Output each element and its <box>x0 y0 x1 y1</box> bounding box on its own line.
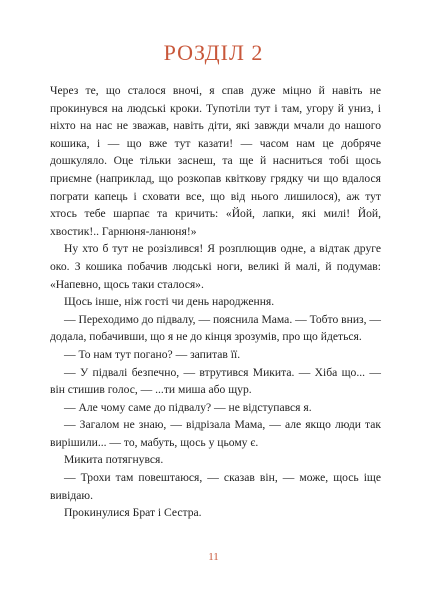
paragraph: Через те, що сталося вночі, я спав дуже міцно й навіть не прокинувся на людські кроки. Тупотіли тут і там, угору й униз, і ніхто на нас не зважав, навіть діти, які завжди мчали до нашого кошика, і — що вже тут казати! — часом нам це добряче дошкуляло. Оце тільки заснеш, та ще й насниться тобі щось приємне (наприклад, що розкопав квіткову грядку чи що вдалося пограти капець і сховати все, що від нього лишилося), аж тут хтось тебе шарпає та кричить: «Йой, лапки, які милі! Йой, хвостик!.. Гарнюня-ланюня!» <box>50 84 381 238</box>
paragraph: — У підвалі безпечно, — втрутився Микита. — Хіба що... — він стишив голос, — ...ти миша або щур. <box>50 365 381 397</box>
paragraph: Ну хто б тут не розізлився! Я розплющив одне, а відтак друге око. З кошика побачив людські ноги, великі й малі, й подумав: «Напевно, щось таки сталося». <box>50 242 381 291</box>
paragraph: — Але чому саме до підвалу? — не відступався я. <box>64 400 312 414</box>
paragraph: — То нам тут погано? — запитав її. <box>64 347 241 361</box>
body-text <box>50 82 381 522</box>
paragraph: Щось інше, ніж гості чи день народження. <box>64 295 275 309</box>
paragraph: — Трохи там повештаюся, — сказав він, — може, щось іще вивідаю. <box>50 471 381 502</box>
paragraph: Прокинулися Брат і Сестра. <box>64 506 202 520</box>
paragraph: Микита потягнувся. <box>64 453 164 467</box>
chapter-title: РОЗДІЛ 2 <box>163 40 264 65</box>
page-number: 11 <box>208 551 219 563</box>
paragraph: — Загалом не знаю, — відрізала Мама, — але якщо люди так вирішили... — то, мабуть, щось у цьому є. <box>50 418 381 449</box>
paragraph: — Переходимо до підвалу, — пояснила Мама. — Тобто вниз, — додала, побачивши, що я не до кінця зрозумів, про що йдеться. <box>50 312 381 344</box>
